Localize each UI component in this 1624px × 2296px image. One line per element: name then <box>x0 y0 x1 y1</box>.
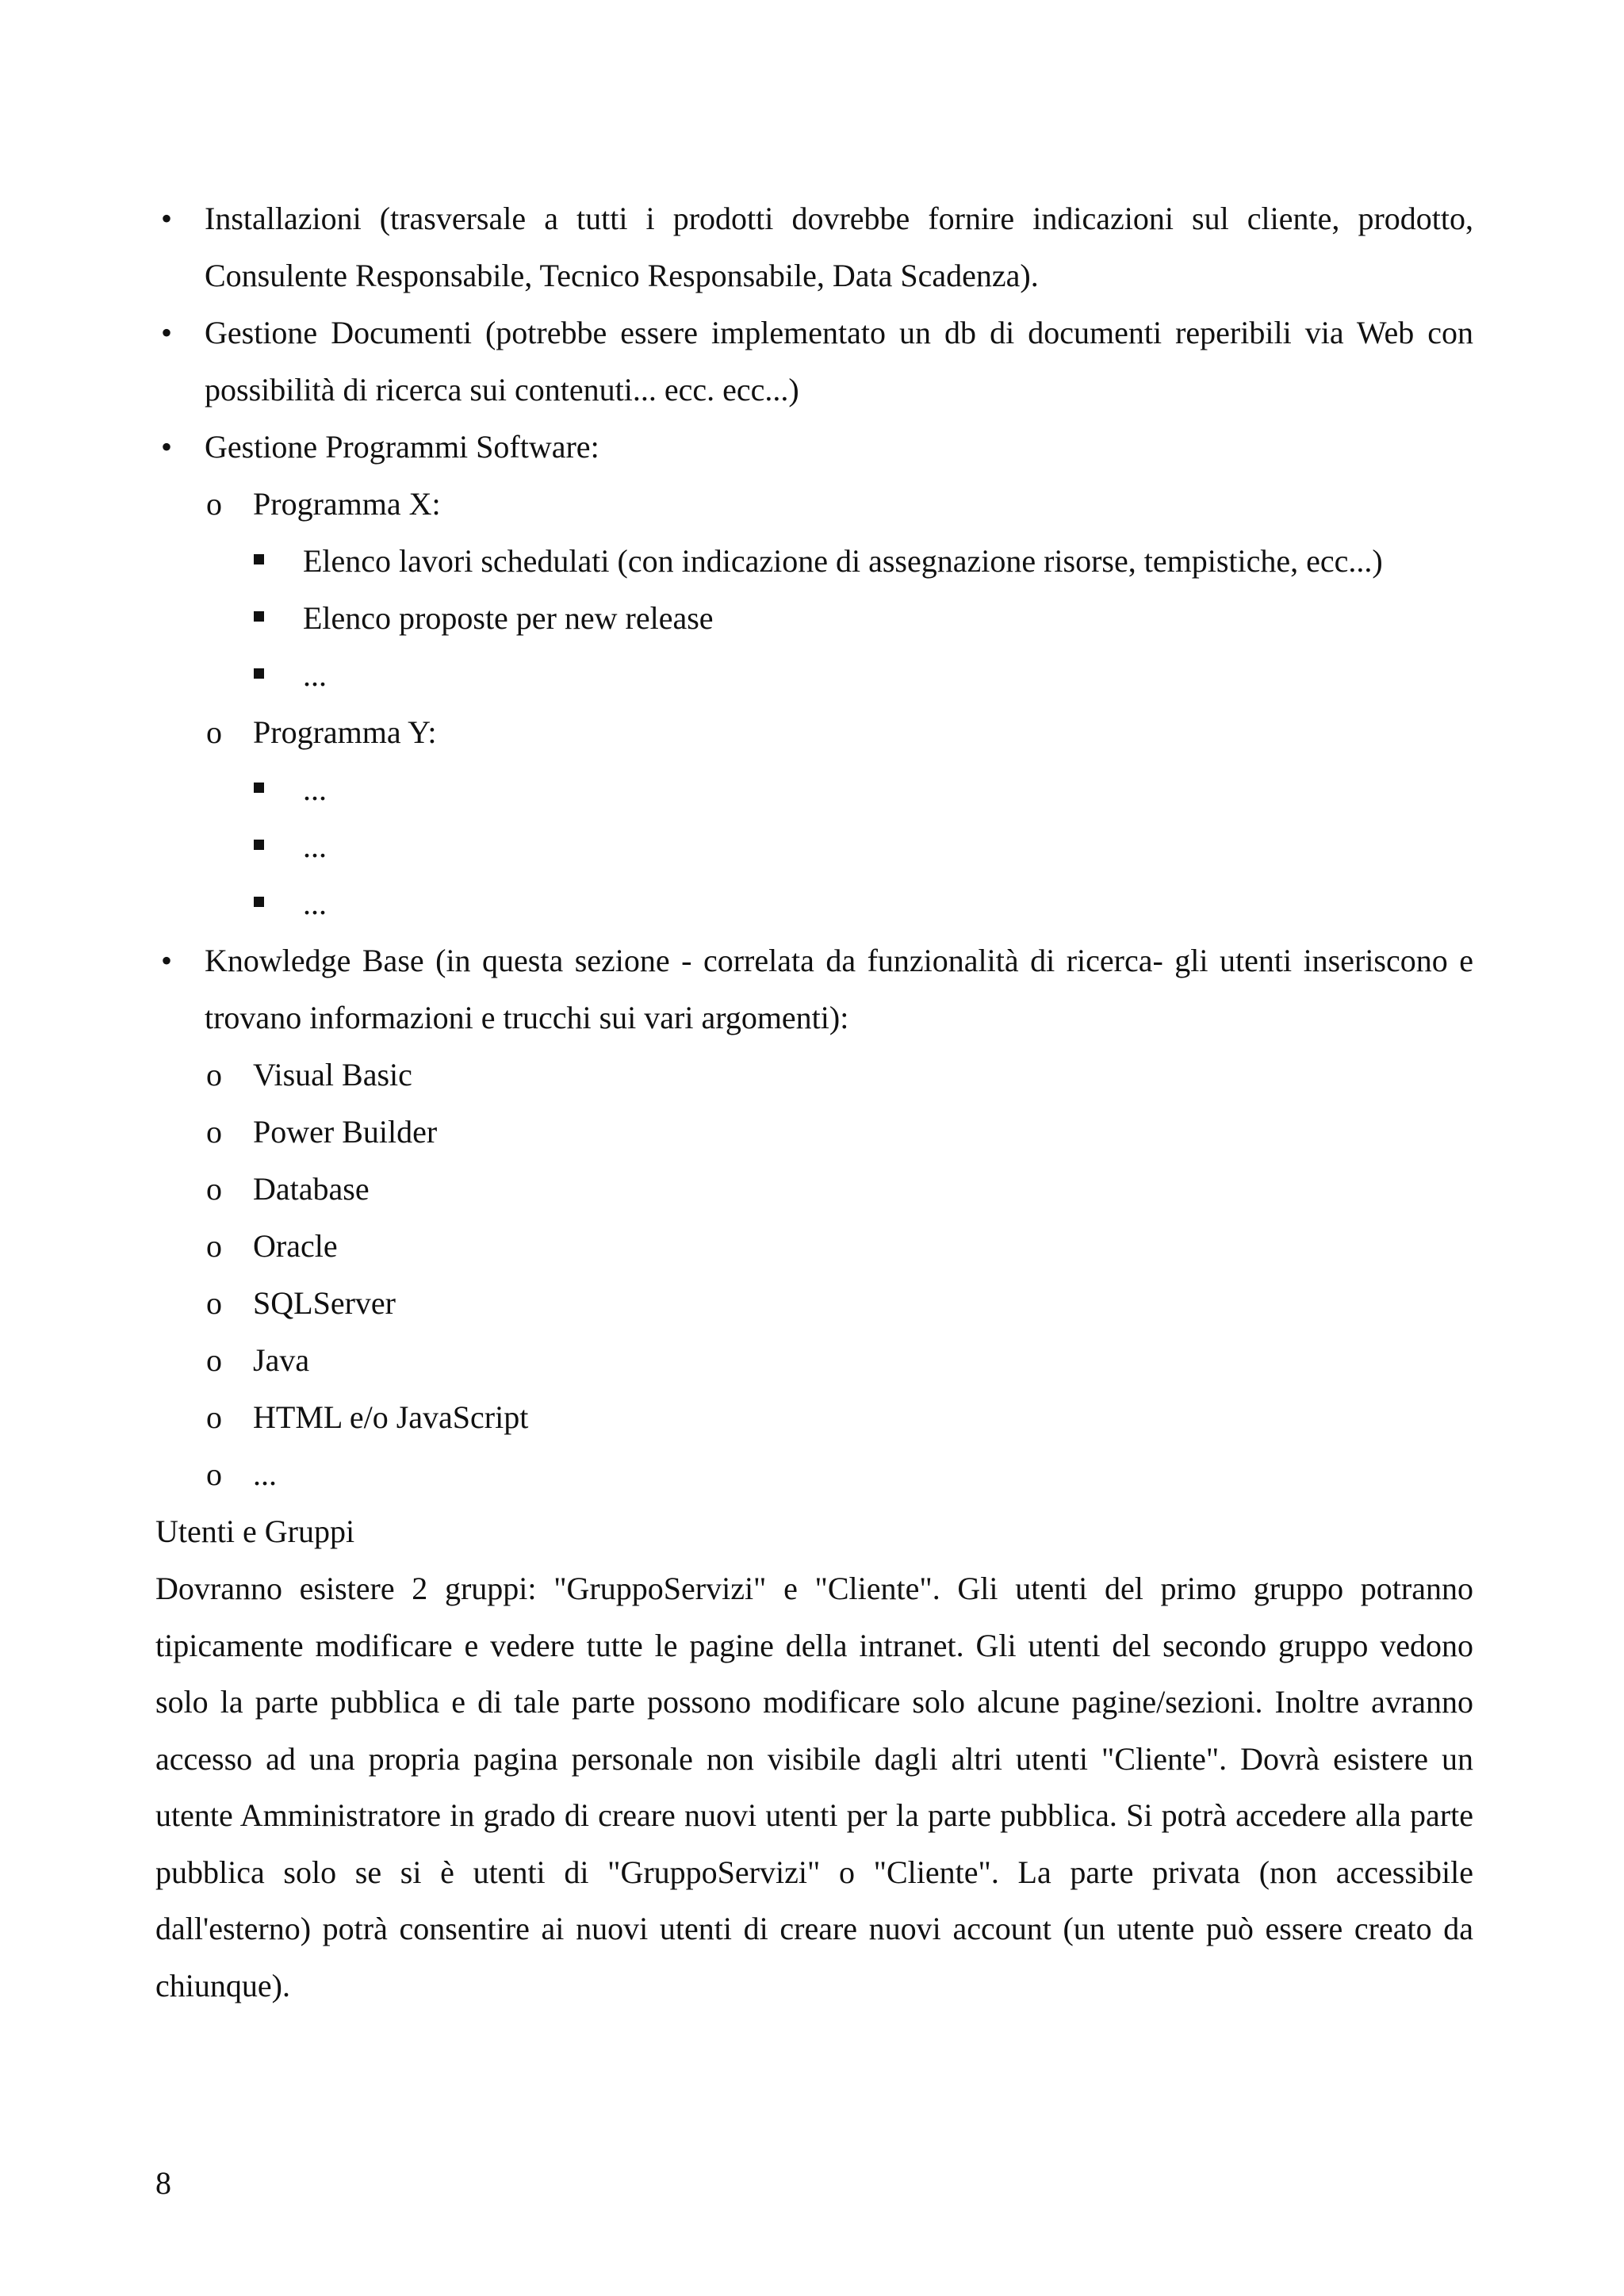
subsublist-item <box>155 875 1473 932</box>
sublist-item <box>155 1104 1473 1161</box>
list-item-gestione-programmi <box>155 419 1473 476</box>
bullet-icon: • <box>160 943 172 978</box>
sublist-item-text: Programma Y: <box>253 714 437 750</box>
circle-bullet-icon: o <box>206 1228 222 1264</box>
sublist-item-text: HTML e/o JavaScript <box>253 1399 529 1435</box>
square-bullet-icon <box>254 840 264 850</box>
square-bullet-icon <box>254 611 264 622</box>
section-paragraph: Dovranno esistere 2 gruppi: "GruppoServizi" e "Cliente". Gli utenti del primo gruppo potranno tipicamente modificare e vedere tutte le pagine della intranet. Gli utenti del secondo gruppo vedono solo la parte pubblica e di tale parte possono modificare solo alcune pagine/sezioni. Inoltre avranno accesso ad una propria pagina personale non visibile dagli altri utenti "Cliente". Dovrà esistere un utente Amministratore in grado di creare nuovi utenti per la parte pubblica. Si potrà accedere alla parte pubblica solo se si è utenti di "GruppoServizi" o "Cliente". La parte privata (non accessibile dall'esterno) potrà consentire ai nuovi utenti di creare nuovi account (un utente può essere creato da chiunque). <box>155 1571 1473 2003</box>
list-item-gestione-documenti <box>155 304 1473 419</box>
bullet-icon: • <box>160 315 172 350</box>
bullet-icon: • <box>160 429 172 465</box>
page-number: 8 <box>155 2165 171 2201</box>
bullet-icon: • <box>160 201 172 236</box>
sublist-item-text: Oracle <box>253 1228 338 1264</box>
sublist-item <box>155 1389 1473 1446</box>
sublist-item-text: Java <box>253 1342 310 1378</box>
list-item-text: Installazioni (trasversale a tutti i prodotti dovrebbe fornire indicazioni sul cliente, prodotto, Consulente Responsabile, Tecnico Responsabile, Data Scadenza). <box>205 201 1473 293</box>
circle-bullet-icon: o <box>206 1114 222 1150</box>
circle-bullet-icon: o <box>206 1285 222 1321</box>
sublist-item <box>155 1047 1473 1104</box>
sublist-item-text: ... <box>253 1456 277 1492</box>
circle-bullet-icon: o <box>206 1399 222 1435</box>
list-item-text: Gestione Documenti (potrebbe essere implementato un db di documenti reperibili via Web con possibilità di ricerca sui contenuti... ecc. ecc...) <box>205 315 1473 408</box>
subsublist-item-text: Elenco lavori schedulati (con indicazione di assegnazione risorse, tempistiche, ecc...) <box>303 543 1383 579</box>
subsublist-item <box>155 533 1473 590</box>
sublist-item-text: Power Builder <box>253 1114 438 1150</box>
sublist-item-programma-x <box>155 476 1473 533</box>
square-bullet-icon <box>254 783 264 793</box>
list-item-knowledge-base <box>155 932 1473 1047</box>
subsublist-item <box>155 647 1473 704</box>
circle-bullet-icon: o <box>206 1456 222 1492</box>
subsublist-item-text: ... <box>303 886 327 921</box>
subsublist-item-text: ... <box>303 771 327 807</box>
circle-bullet-icon: o <box>206 714 222 750</box>
square-bullet-icon <box>254 897 264 907</box>
sublist-item <box>155 1332 1473 1389</box>
list-item-text: Knowledge Base (in questa sezione - correlata da funzionalità di ricerca- gli utenti inseriscono e trovano informazioni e trucchi sui vari argomenti): <box>205 943 1473 1035</box>
sublist-item-text: SQLServer <box>253 1285 396 1321</box>
subsublist-item-text: ... <box>303 828 327 864</box>
square-bullet-icon <box>254 554 264 564</box>
list-item-text: Gestione Programmi Software: <box>205 429 599 465</box>
sublist-item-text: Database <box>253 1171 370 1207</box>
subsublist-item-text: Elenco proposte per new release <box>303 600 714 636</box>
circle-bullet-icon: o <box>206 1057 222 1093</box>
subsublist-item <box>155 761 1473 818</box>
sublist-item-text: Programma X: <box>253 486 441 522</box>
subsublist-item <box>155 818 1473 875</box>
sublist-item <box>155 1161 1473 1218</box>
section-title: Utenti e Gruppi <box>155 1513 355 1549</box>
circle-bullet-icon: o <box>206 486 222 522</box>
subsublist-item <box>155 590 1473 647</box>
sublist-item-programma-y <box>155 704 1473 761</box>
sublist-item <box>155 1446 1473 1503</box>
subsublist-item-text: ... <box>303 657 327 693</box>
sublist-item <box>155 1275 1473 1332</box>
circle-bullet-icon: o <box>206 1171 222 1207</box>
document-body <box>155 190 1473 2014</box>
circle-bullet-icon: o <box>206 1342 222 1378</box>
list-item-installazioni <box>155 190 1473 304</box>
square-bullet-icon <box>254 668 264 679</box>
sublist-item-text: Visual Basic <box>253 1057 412 1093</box>
sublist-item <box>155 1218 1473 1275</box>
